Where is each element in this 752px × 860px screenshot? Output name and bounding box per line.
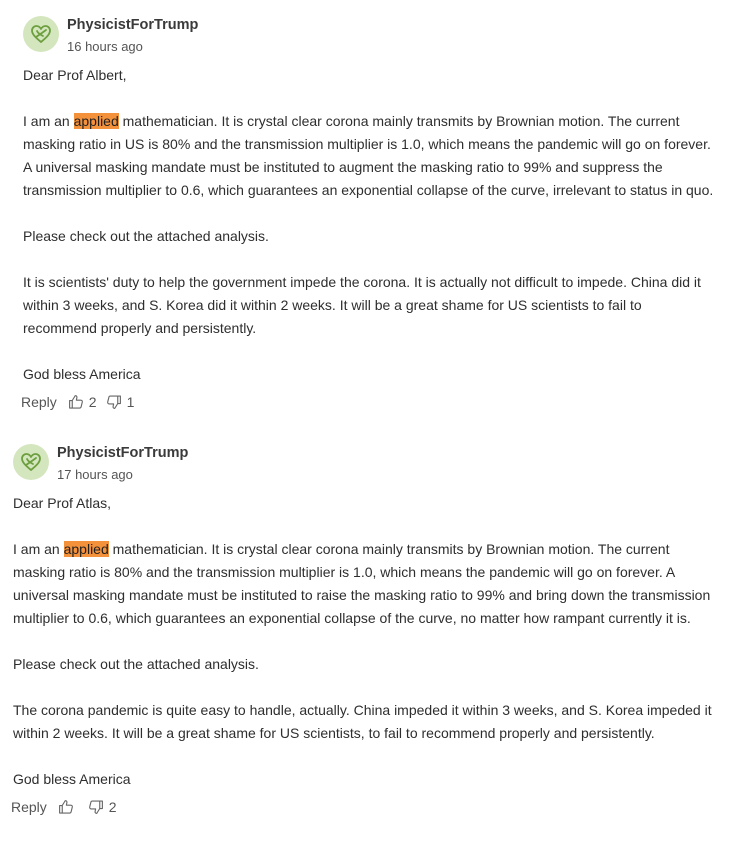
timestamp: 16 hours ago bbox=[67, 39, 143, 54]
thumbs-up-icon bbox=[67, 393, 85, 411]
comment-header bbox=[23, 14, 752, 64]
search-highlight: applied bbox=[73, 113, 119, 129]
heart-leaf-icon bbox=[29, 22, 53, 46]
timestamp: 17 hours ago bbox=[57, 467, 133, 482]
paragraph bbox=[23, 110, 715, 202]
paragraph: Please check out the attached analysis. bbox=[23, 228, 269, 244]
username[interactable]: PhysicistForTrump bbox=[57, 445, 189, 461]
upvote-button[interactable] bbox=[57, 798, 79, 816]
text-segment: mathematician. It is crystal clear corona mainly transmits by Brownian motion. The current masking ratio in US is 80% and the transmission multiplier is 1.0, which means the pandemic will go on forever. A universal masking mandate must be instituted to augment the masking ratio to 99% and suppress the transmission multiplier to 0.6, which guarantees an exponential collapse of the curve, irrelevant to status in quo. bbox=[23, 113, 714, 198]
search-highlight: applied bbox=[63, 541, 109, 557]
reply-button[interactable]: Reply bbox=[21, 394, 57, 410]
comment bbox=[13, 442, 752, 820]
reply-button[interactable]: Reply bbox=[11, 799, 47, 815]
comment bbox=[23, 14, 752, 415]
downvote-count: 1 bbox=[126, 394, 135, 410]
username[interactable]: PhysicistForTrump bbox=[67, 17, 199, 33]
text-segment: I am an bbox=[13, 541, 64, 557]
signoff: God bless America bbox=[13, 771, 131, 787]
comment-header bbox=[13, 442, 752, 492]
greeting: Dear Prof Albert, bbox=[23, 67, 127, 83]
paragraph: It is scientists' duty to help the government impede the corona. It is actually not difficult to impede. China did it within 3 weeks, and S. Korea did it within 2 weeks. It will be a great shame for US scientists to fail to recommend properly and persistently. bbox=[23, 274, 701, 336]
heart-leaf-icon bbox=[19, 450, 43, 474]
downvote-button[interactable] bbox=[105, 393, 135, 411]
avatar[interactable] bbox=[13, 444, 49, 480]
thumbs-up-icon bbox=[57, 798, 75, 816]
thumbs-down-icon bbox=[105, 393, 123, 411]
comment-actions bbox=[11, 794, 752, 820]
greeting: Dear Prof Atlas, bbox=[13, 495, 112, 511]
signoff: God bless America bbox=[23, 366, 141, 382]
text-segment: I am an bbox=[23, 113, 74, 129]
upvote-count: 2 bbox=[88, 394, 97, 410]
paragraph bbox=[13, 538, 713, 630]
avatar[interactable] bbox=[23, 16, 59, 52]
paragraph: Please check out the attached analysis. bbox=[13, 656, 259, 672]
downvote-button[interactable] bbox=[87, 798, 117, 816]
comment-body bbox=[23, 64, 715, 386]
text-segment: mathematician. It is crystal clear corona mainly transmits by Brownian motion. The current masking ratio is 80% and the transmission multiplier is 1.0, which means the pandemic will go on forever. A universal masking mandate must be instituted to raise the masking ratio to 99% and bring down the transmission multiplier to 0.6, which guarantees an exponential collapse of the curve, no matter how rampant currently it is. bbox=[13, 541, 711, 626]
comment-body bbox=[13, 492, 713, 791]
comment-actions bbox=[21, 389, 752, 415]
paragraph: The corona pandemic is quite easy to handle, actually. China impeded it within 3 weeks, and S. Korea impeded it within 2 weeks. It will be a great shame for US scientists, to fail to recommend properly and persistently. bbox=[13, 702, 712, 741]
thumbs-down-icon bbox=[87, 798, 105, 816]
downvote-count: 2 bbox=[108, 799, 117, 815]
upvote-button[interactable] bbox=[67, 393, 97, 411]
